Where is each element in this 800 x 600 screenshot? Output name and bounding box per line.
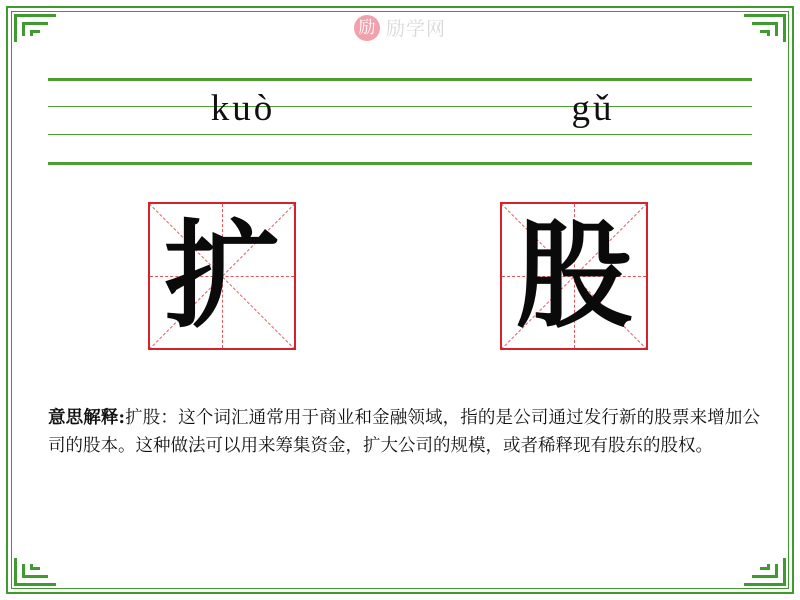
explanation-text: 扩股：这个词汇通常用于商业和金融领域，指的是公司通过发行新的股票来增加公司的股本。这种做法可以用来筹集资金，扩大公司的规模，或者稀释现有股东的股权。	[48, 408, 760, 457]
character-glyph-first: 扩	[164, 208, 280, 344]
pinyin-staff	[48, 78, 752, 166]
pinyin-second: gǔ	[571, 87, 615, 129]
logo-mark-glyph: 励	[358, 18, 376, 37]
corner-ornament-bottom-left-icon	[14, 558, 56, 586]
site-logo	[354, 14, 446, 41]
staff-line-bottom	[48, 162, 752, 165]
flame-circle-icon	[354, 15, 380, 41]
corner-ornament-bottom-right-icon	[744, 558, 786, 586]
staff-line-third	[48, 134, 752, 135]
corner-ornament-top-left-icon	[14, 14, 56, 42]
logo-text: 励学网	[385, 19, 447, 40]
explanation-label: 意思解释:	[48, 408, 126, 428]
explanation-block	[48, 404, 760, 461]
corner-ornament-top-right-icon	[744, 14, 786, 42]
character-glyph-second: 股	[516, 208, 632, 344]
character-grid-first	[148, 202, 296, 350]
pinyin-first: kuò	[210, 87, 276, 129]
staff-line-top	[48, 78, 752, 81]
character-grid-second	[500, 202, 648, 350]
